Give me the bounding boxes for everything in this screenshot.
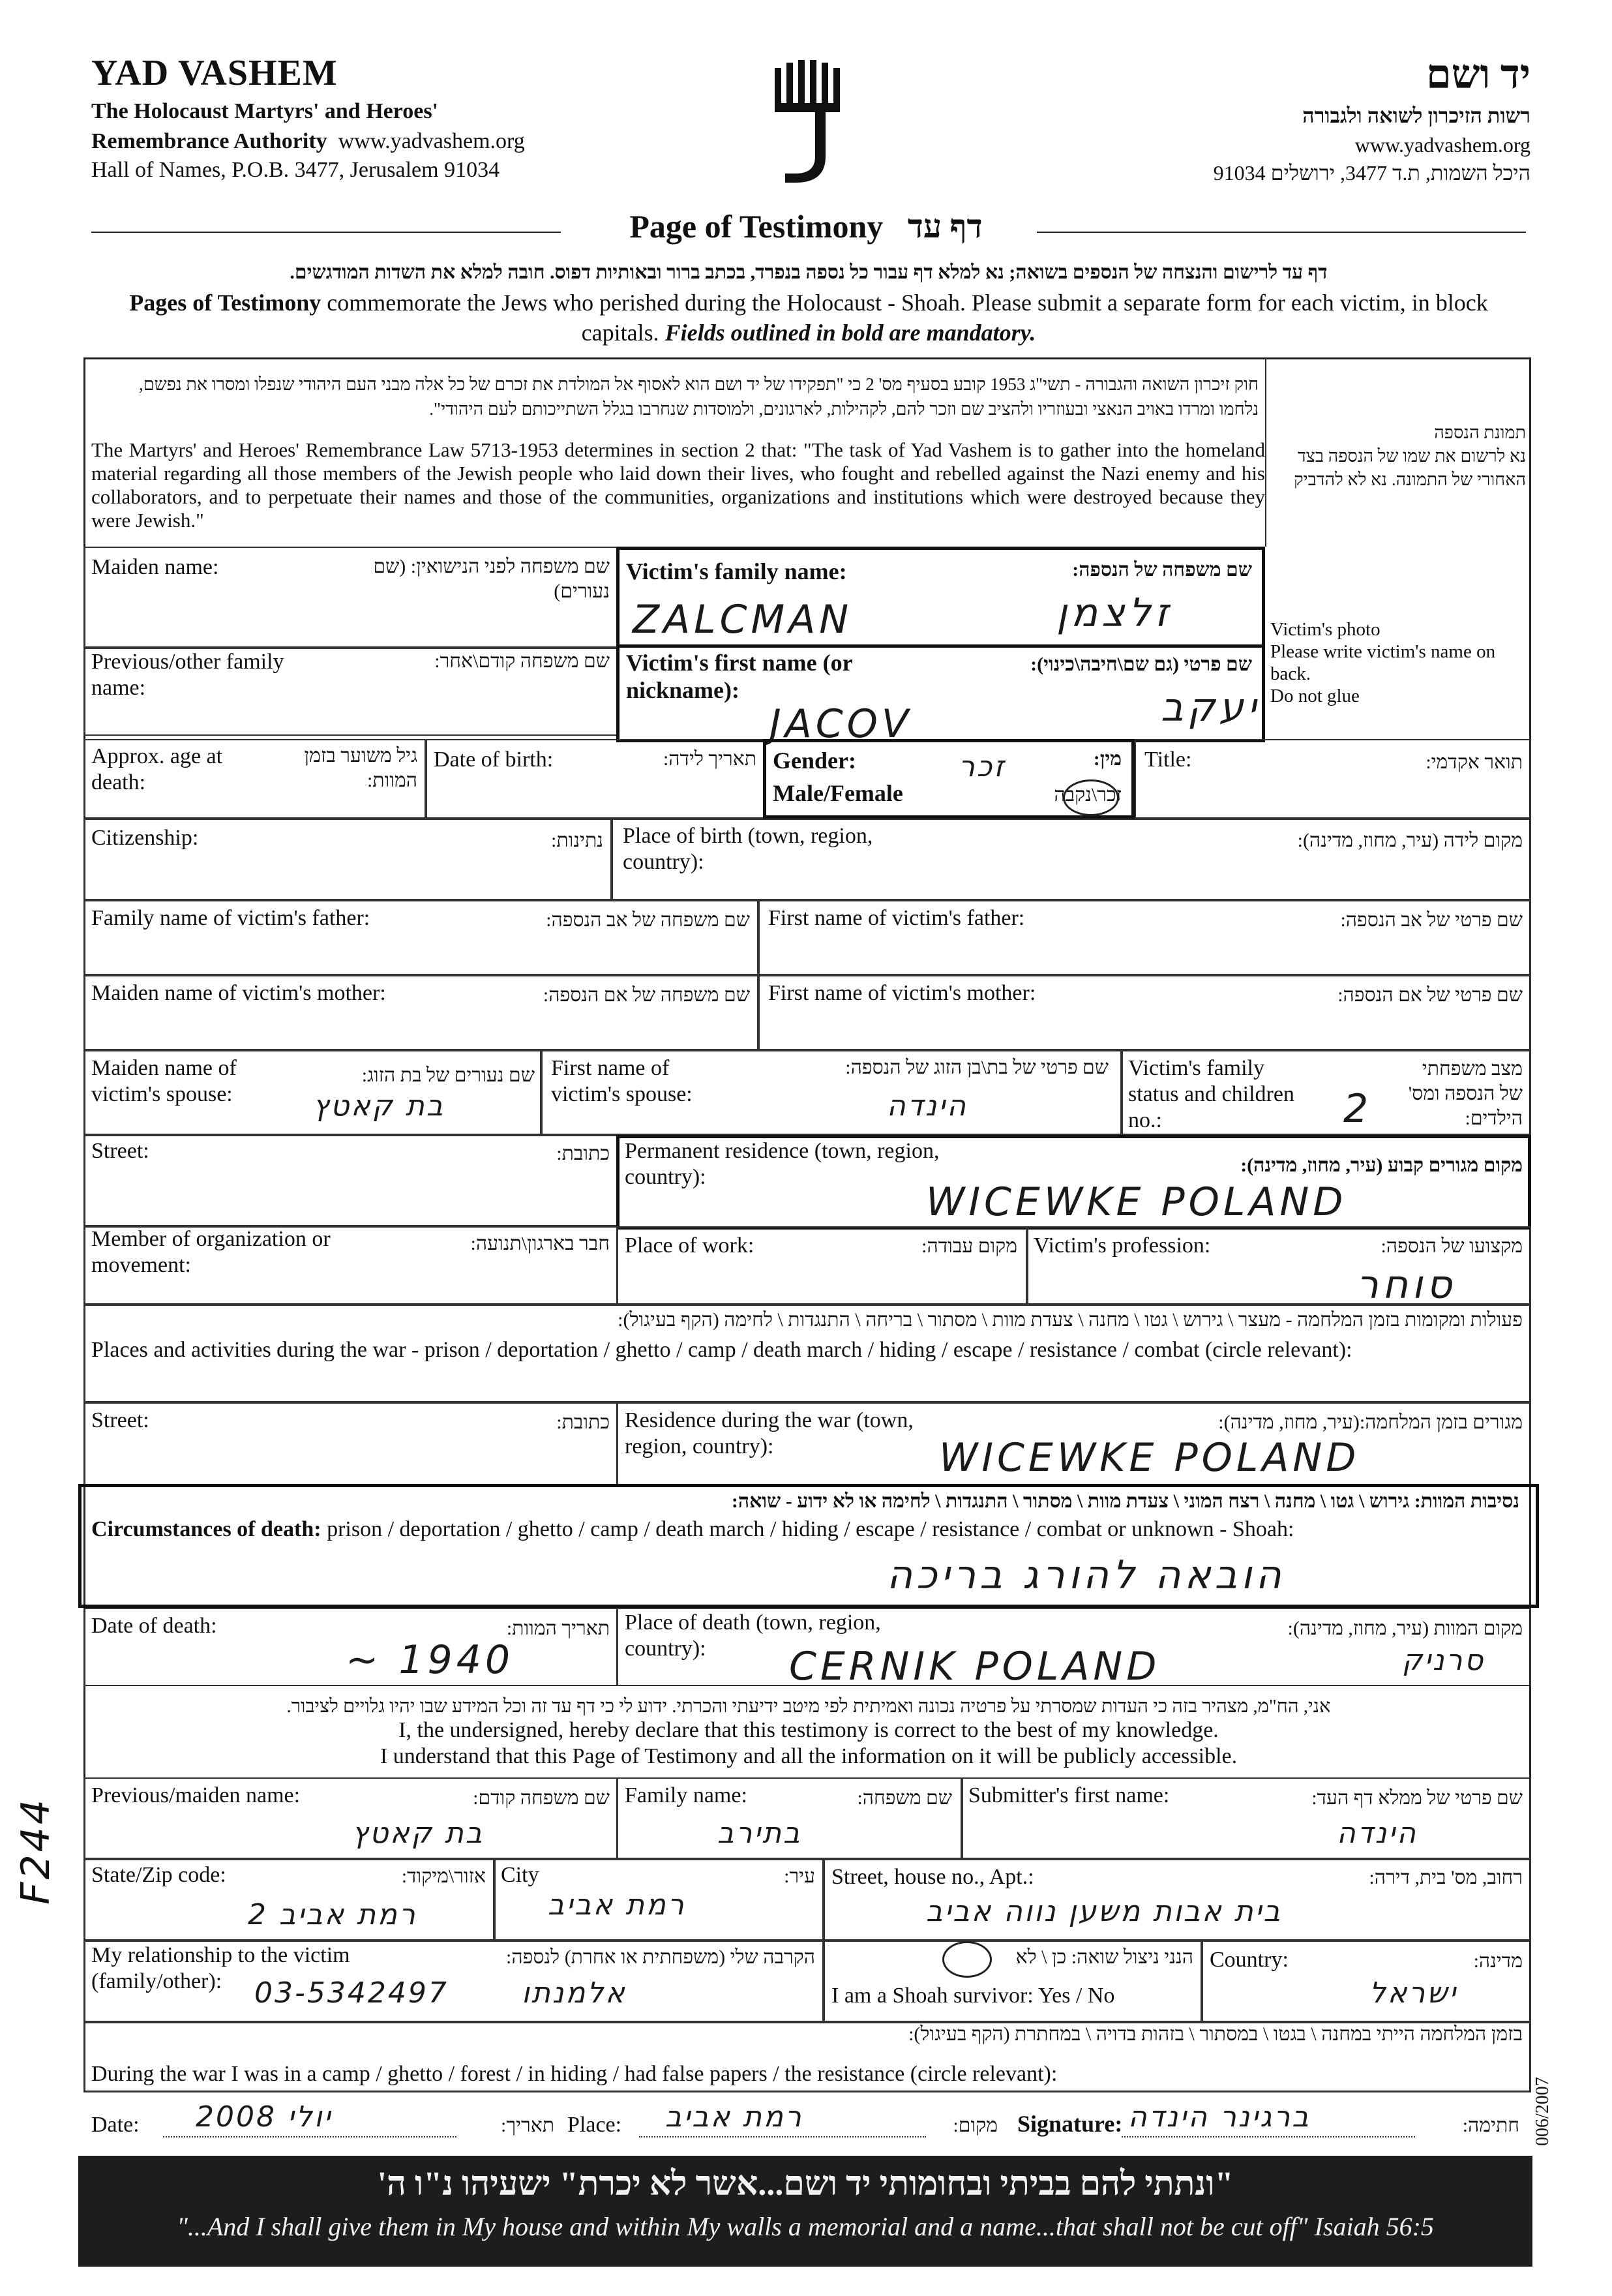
previous-name-label-he: שם משפחה קודם\אחר: (434, 650, 610, 672)
age-label: Approx. age at death: (91, 744, 223, 794)
profession-label: Victim's profession: (1034, 1233, 1211, 1258)
submitter-family-name-label: Family name: (625, 1783, 747, 1807)
death-place-label-he: מקום המוות (עיר, מחוז, מדינה): (1287, 1618, 1523, 1639)
spouse-first-value: הינדה (887, 1089, 968, 1123)
submitter-zip-value: רמת אביב 2 (248, 1898, 417, 1931)
death-date-label-he: תאריך המוות: (506, 1618, 610, 1639)
country-label-he: מדינה: (1473, 1950, 1523, 1972)
footer-quote-banner (78, 2156, 1532, 2267)
title-label-he: תואר אקדמי: (1425, 751, 1523, 773)
previous-name-label: Previous/other family name: (91, 650, 284, 700)
first-name-label: Victim's first name (or nickname): (626, 650, 852, 703)
survivor-label-he: הנני ניצול שואה: כן \ לא (1015, 1946, 1193, 1968)
header-hebrew (1009, 52, 1530, 185)
death-circumstances-label: Circumstances of death: prison / deportation / ghetto / camp / death march / hiding / escape / resistance / combat or unknown - Shoah: (91, 1517, 1294, 1541)
war-activities-label-he: פעולות ומקומות בזמן המלחמה - מעצר \ גירוש \ גטו \ מחנה \ צעדת מוות \ מסתור \ בריחה \ התנגדות \ לחימה (הקף בעיגול): (618, 1309, 1523, 1331)
death-place-value-he: סרניק (1402, 1644, 1485, 1677)
mother-maiden-label-he: שם משפחה של אם הנספה: (543, 984, 750, 1006)
declaration-line1: I, the undersigned, hereby declare that this testimony is correct to the best of my knowledge. (398, 1718, 1219, 1742)
father-first-label: First name of victim's father: (768, 906, 1025, 930)
title-label: Title: (1144, 748, 1192, 772)
maiden-name-label: Maiden name: (91, 555, 219, 579)
signature-line (1122, 2136, 1415, 2137)
dob-label-he: תאריך לידה: (663, 748, 756, 770)
gender-circle-mark (1063, 779, 1119, 816)
org-name-he: יד ושם (1425, 53, 1530, 97)
authority-he: רשות הזיכרון לשואה ולגבורה (1302, 104, 1530, 127)
birthplace-label: Place of birth (town, region, country): (623, 824, 873, 874)
spouse-first-label-he: שם פרטי של בת\בן הזוג של הנספה: (845, 1057, 1109, 1078)
gender-options-he: זכר\נקבה (1054, 784, 1122, 806)
war-activities-label: Places and activities during the war - prison / deportation / ghetto / camp / death march / hiding / escape / resistance / combat (circle relevant): (91, 1338, 1352, 1362)
footer-quote-en: "...And I shall give them in My house and within My walls a memorial and a name...that shall not be cut off" Isaiah 56:5 (177, 2212, 1434, 2241)
mother-maiden-label: Maiden name of victim's mother: (91, 981, 386, 1005)
submitter-family-name-label-he: שם משפחה: (857, 1787, 952, 1809)
father-first-label-he: שם פרטי של אב הנספה: (1340, 909, 1523, 931)
place-value[interactable]: רמת אביב (665, 2100, 803, 2134)
gender-value: זכר (959, 750, 1006, 783)
street-label: Street: (91, 1139, 149, 1163)
family-status-label-he: מצב משפחתי של הנספה ומס' הילדים: (1408, 1058, 1523, 1129)
relationship-phone: 03-5342497 (254, 1976, 449, 2010)
war-residence-label: Residence during the war (town, region, country): (625, 1408, 914, 1458)
law-text-he: חוק זיכרון השואה והגבורה - תשי"ג 1953 קובע בסעיף מס' 2 כי "תפקידו של יד ושם הוא לאסוף אל המולדת את זכרם של כל אלה מבני העם היהודי שנפלו ומסרו את נפשם, נלחמו ומרדו באויב הנאצי ובעוזריו ולהציב שם וזכר להם, לקהילות, לארגונים, ולמוסדות שנחרבו בגלל השתייכותם לעם היהודי". (138, 374, 1259, 419)
family-status-label: Victim's family status and children no.: (1128, 1056, 1294, 1132)
page-title: Page of Testimony דף עד (629, 208, 983, 245)
family-status-value: 2 (1343, 1086, 1373, 1132)
submitter-city-label-he: עיר: (784, 1865, 815, 1887)
signature-label-he: חתימה: (1462, 2115, 1519, 2136)
submitter-city-label: City (501, 1863, 539, 1887)
street-label-he: כתובת: (556, 1143, 610, 1164)
footer-quote-he: "ונתתי להם בביתי ובחומותי יד ושם...אשר לא יכרת" ישעיהו נ"ו ה' (377, 2166, 1234, 2203)
form-number: 006/2007 (1532, 2077, 1553, 2146)
gender-label: Gender: (773, 748, 856, 774)
war-street-label: Street: (91, 1408, 149, 1432)
age-label-he: גיל משוער בזמן המוות: (304, 745, 417, 791)
family-name-label: Victim's family name: (626, 558, 847, 584)
spouse-maiden-label-he: שם נעורים של בת הזוג: (361, 1065, 535, 1086)
submitter-first-name-label-he: שם פרטי של ממלא דף העד: (1311, 1787, 1523, 1809)
family-name-value-he: זלצמן (1056, 590, 1172, 636)
address-he: היכל השמות, ת.ד 3477, ירושלים 91034 (1213, 161, 1530, 185)
relationship-label: My relationship to the victim (family/other): (91, 1943, 350, 1993)
place-label: Place: (567, 2113, 622, 2137)
family-name-label-he: שם משפחה של הנספה: (1072, 559, 1252, 581)
yad-vashem-logo-icon (769, 59, 848, 189)
website: www.yadvashem.org (338, 129, 525, 153)
place-line (639, 2136, 926, 2137)
org-name: YAD VASHEM (91, 53, 338, 93)
submitter-first-name-label: Submitter's first name: (968, 1783, 1170, 1807)
gender-label-he: מין: (1093, 748, 1122, 770)
relationship-value: אלמנתו (522, 1976, 627, 2010)
authority-line1: The Holocaust Martyrs' and Heroes' (91, 99, 438, 123)
father-family-label: Family name of victim's father: (91, 906, 370, 930)
place-label-he: מקום: (953, 2115, 998, 2136)
photo-instructions-en: Victim's photo Please write victim's name on back. Do not glue (1270, 619, 1496, 706)
header-english (91, 52, 678, 183)
organization-label-he: חבר בארגון\תנועה: (470, 1233, 610, 1254)
death-date-value: ~ 1940 (346, 1637, 515, 1683)
spouse-maiden-value: בת קאטץ (313, 1089, 445, 1123)
birthplace-label-he: מקום לידה (עיר, מחוז, מדינה): (1297, 830, 1523, 851)
war-camp-label-he: בזמן המלחמה הייתי במחנה \ בגטו \ במסתור \ בזהות בדויה \ במחתרת (הקף בעיגול): (908, 2023, 1523, 2045)
work-place-label-he: מקום עבודה: (921, 1235, 1017, 1257)
submitter-first-name-value: הינדה (1337, 1817, 1418, 1850)
gender-options: Male/Female (773, 780, 903, 806)
citizenship-label-he: נתינות: (551, 830, 603, 851)
date-line (163, 2136, 456, 2137)
mother-first-label: First name of victim's mother: (768, 981, 1036, 1005)
submitter-prev-name-label-he: שם משפחה קודם: (473, 1787, 610, 1809)
death-circumstances-label-he: נסיבות המוות: גירוש \ גטו \ מחנה \ רצח המוני \ צעדת מוות \ מסתור \ התנגדות \ לחימה או לא ידוע - שואה: (731, 1490, 1519, 1512)
survivor-label: I am a Shoah survivor: Yes / No (831, 1984, 1115, 2008)
family-name-value: ZALCMAN (633, 597, 853, 642)
first-name-value-he: יעקב (1161, 685, 1261, 731)
submitter-city-value: רמת אביב (548, 1888, 686, 1922)
first-name-label-he: שם פרטי (גם שם\חיבה\כינוי): (1030, 654, 1252, 675)
submitter-street-label: Street, house no., Apt.: (831, 1865, 1034, 1889)
profession-label-he: מקצועו של הנספה: (1381, 1235, 1523, 1257)
death-circumstances-value: הובאה להורג בריכה (887, 1552, 1285, 1598)
residence-label-he: מקום מגורים קבוע (עיר, מחוז, מדינה): (1240, 1155, 1523, 1176)
war-street-label-he: כתובת: (556, 1412, 610, 1433)
death-place-value: CERNIK POLAND (789, 1644, 1161, 1689)
residence-value: WICEWKE POLAND (926, 1179, 1347, 1225)
authority-line2: Remembrance Authority www.yadvashem.org (91, 129, 525, 153)
declaration-he: אני, הח"מ, מצהיר בזה כי העדות שמסרתי על פרטיה נכונה ואמיתית לפי מיטב ידיעתי והכרתי. ידוע לי כי דף עד זה וכל המידע שבו יהיו גלויים לציבור. (286, 1696, 1331, 1717)
intro-text (91, 258, 1526, 348)
intro-en: Pages of Testimony commemorate the Jews who perished during the Holocaust - Shoah. Please submit a separate form for each victim, in block capitals. Fields outlined in bold are mandatory. (129, 290, 1488, 346)
survivor-circle-mark (942, 1941, 992, 1978)
dob-label: Date of birth: (434, 748, 554, 772)
war-camp-label: During the war I was in a camp / ghetto / forest / in hiding / had false papers / the resistance (circle relevant): (91, 2062, 1058, 2086)
maiden-name-label-he: שם משפחה לפני הנישואין: (שם נעורים) (373, 556, 610, 602)
signature-label: Signature: (1017, 2111, 1123, 2137)
side-handwritten-number: F244 (13, 1796, 59, 1905)
relationship-label-he: הקרבה שלי (משפחתית או אחרת) לנספה: (506, 1946, 815, 1968)
country-value: ישראל (1369, 1976, 1458, 2010)
spouse-first-label: First name of victim's spouse: (551, 1056, 693, 1106)
submitter-street-value: בית אבות משען נווה אביב (926, 1895, 1282, 1928)
submitter-street-label-he: רחוב, מס' בית, דירה: (1369, 1867, 1523, 1888)
submitter-prev-name-value: בת קאטץ (352, 1817, 485, 1850)
death-date-label: Date of death: (91, 1614, 217, 1638)
submitter-prev-name-label: Previous/maiden name: (91, 1783, 301, 1807)
profession-value: סוחר (1356, 1262, 1456, 1308)
war-residence-label-he: מגורים בזמן המלחמה:(עיר, מחוז, מדינה): (1218, 1412, 1523, 1433)
father-family-label-he: שם משפחה של אב הנספה: (546, 909, 750, 931)
submitter-zip-label: State/Zip code: (91, 1863, 226, 1887)
date-label-he: תאריך: (501, 2115, 554, 2136)
death-place-label: Place of death (town, region, country): (625, 1610, 881, 1661)
date-label: Date: (91, 2113, 140, 2137)
organization-label: Member of organization or movement: (91, 1227, 331, 1277)
date-value[interactable]: 2008 יולי (196, 2100, 333, 2134)
mother-first-label-he: שם פרטי של אם הנספה: (1337, 984, 1523, 1006)
citizenship-label: Citizenship: (91, 826, 199, 850)
intro-he: דף עד לרישום והנצחה של הנספים בשואה; נא למלא דף עבור כל נספה בנפרד, בכתב ברור ובאותיות דפוס. חובה למלא את השדות המודגשים. (290, 262, 1328, 283)
submitter-zip-label-he: אזור\מיקוד: (401, 1865, 486, 1887)
photo-instructions-he: תמונת הנספה נא לרשום את שמו של הנספה בצד האחורי של התמונה. נא לא להדביק (1294, 423, 1526, 489)
website-he: www.yadvashem.org (1354, 133, 1530, 157)
declaration-line2: I understand that this Page of Testimony and all the information on it will be publicly accessible. (380, 1744, 1238, 1768)
spouse-maiden-label: Maiden name of victim's spouse: (91, 1056, 237, 1106)
first-name-value: JACOV (769, 701, 912, 747)
residence-label: Permanent residence (town, region, country): (625, 1139, 940, 1189)
country-label: Country: (1210, 1948, 1289, 1972)
signature-value[interactable]: ברגינר הינדה (1128, 2100, 1311, 2134)
law-text-en: The Martyrs' and Heroes' Remembrance Law 5713-1953 determines in section 2 that: "The task of Yad Vashem is to gather into the homeland material regarding all those members of the Jewish people who laid down their lives, who fought and rebelled against the Nazi enemy and his collaborators, and to perpetuate their names and those of the communities, organizations and institutions which were destroyed because they were Jewish." (91, 438, 1265, 532)
war-residence-value: WICEWKE POLAND (939, 1435, 1360, 1481)
work-place-label: Place of work: (625, 1233, 754, 1258)
submitter-family-name-value: בתירב (717, 1817, 802, 1850)
address-en: Hall of Names, P.O.B. 3477, Jerusalem 91034 (91, 158, 500, 182)
